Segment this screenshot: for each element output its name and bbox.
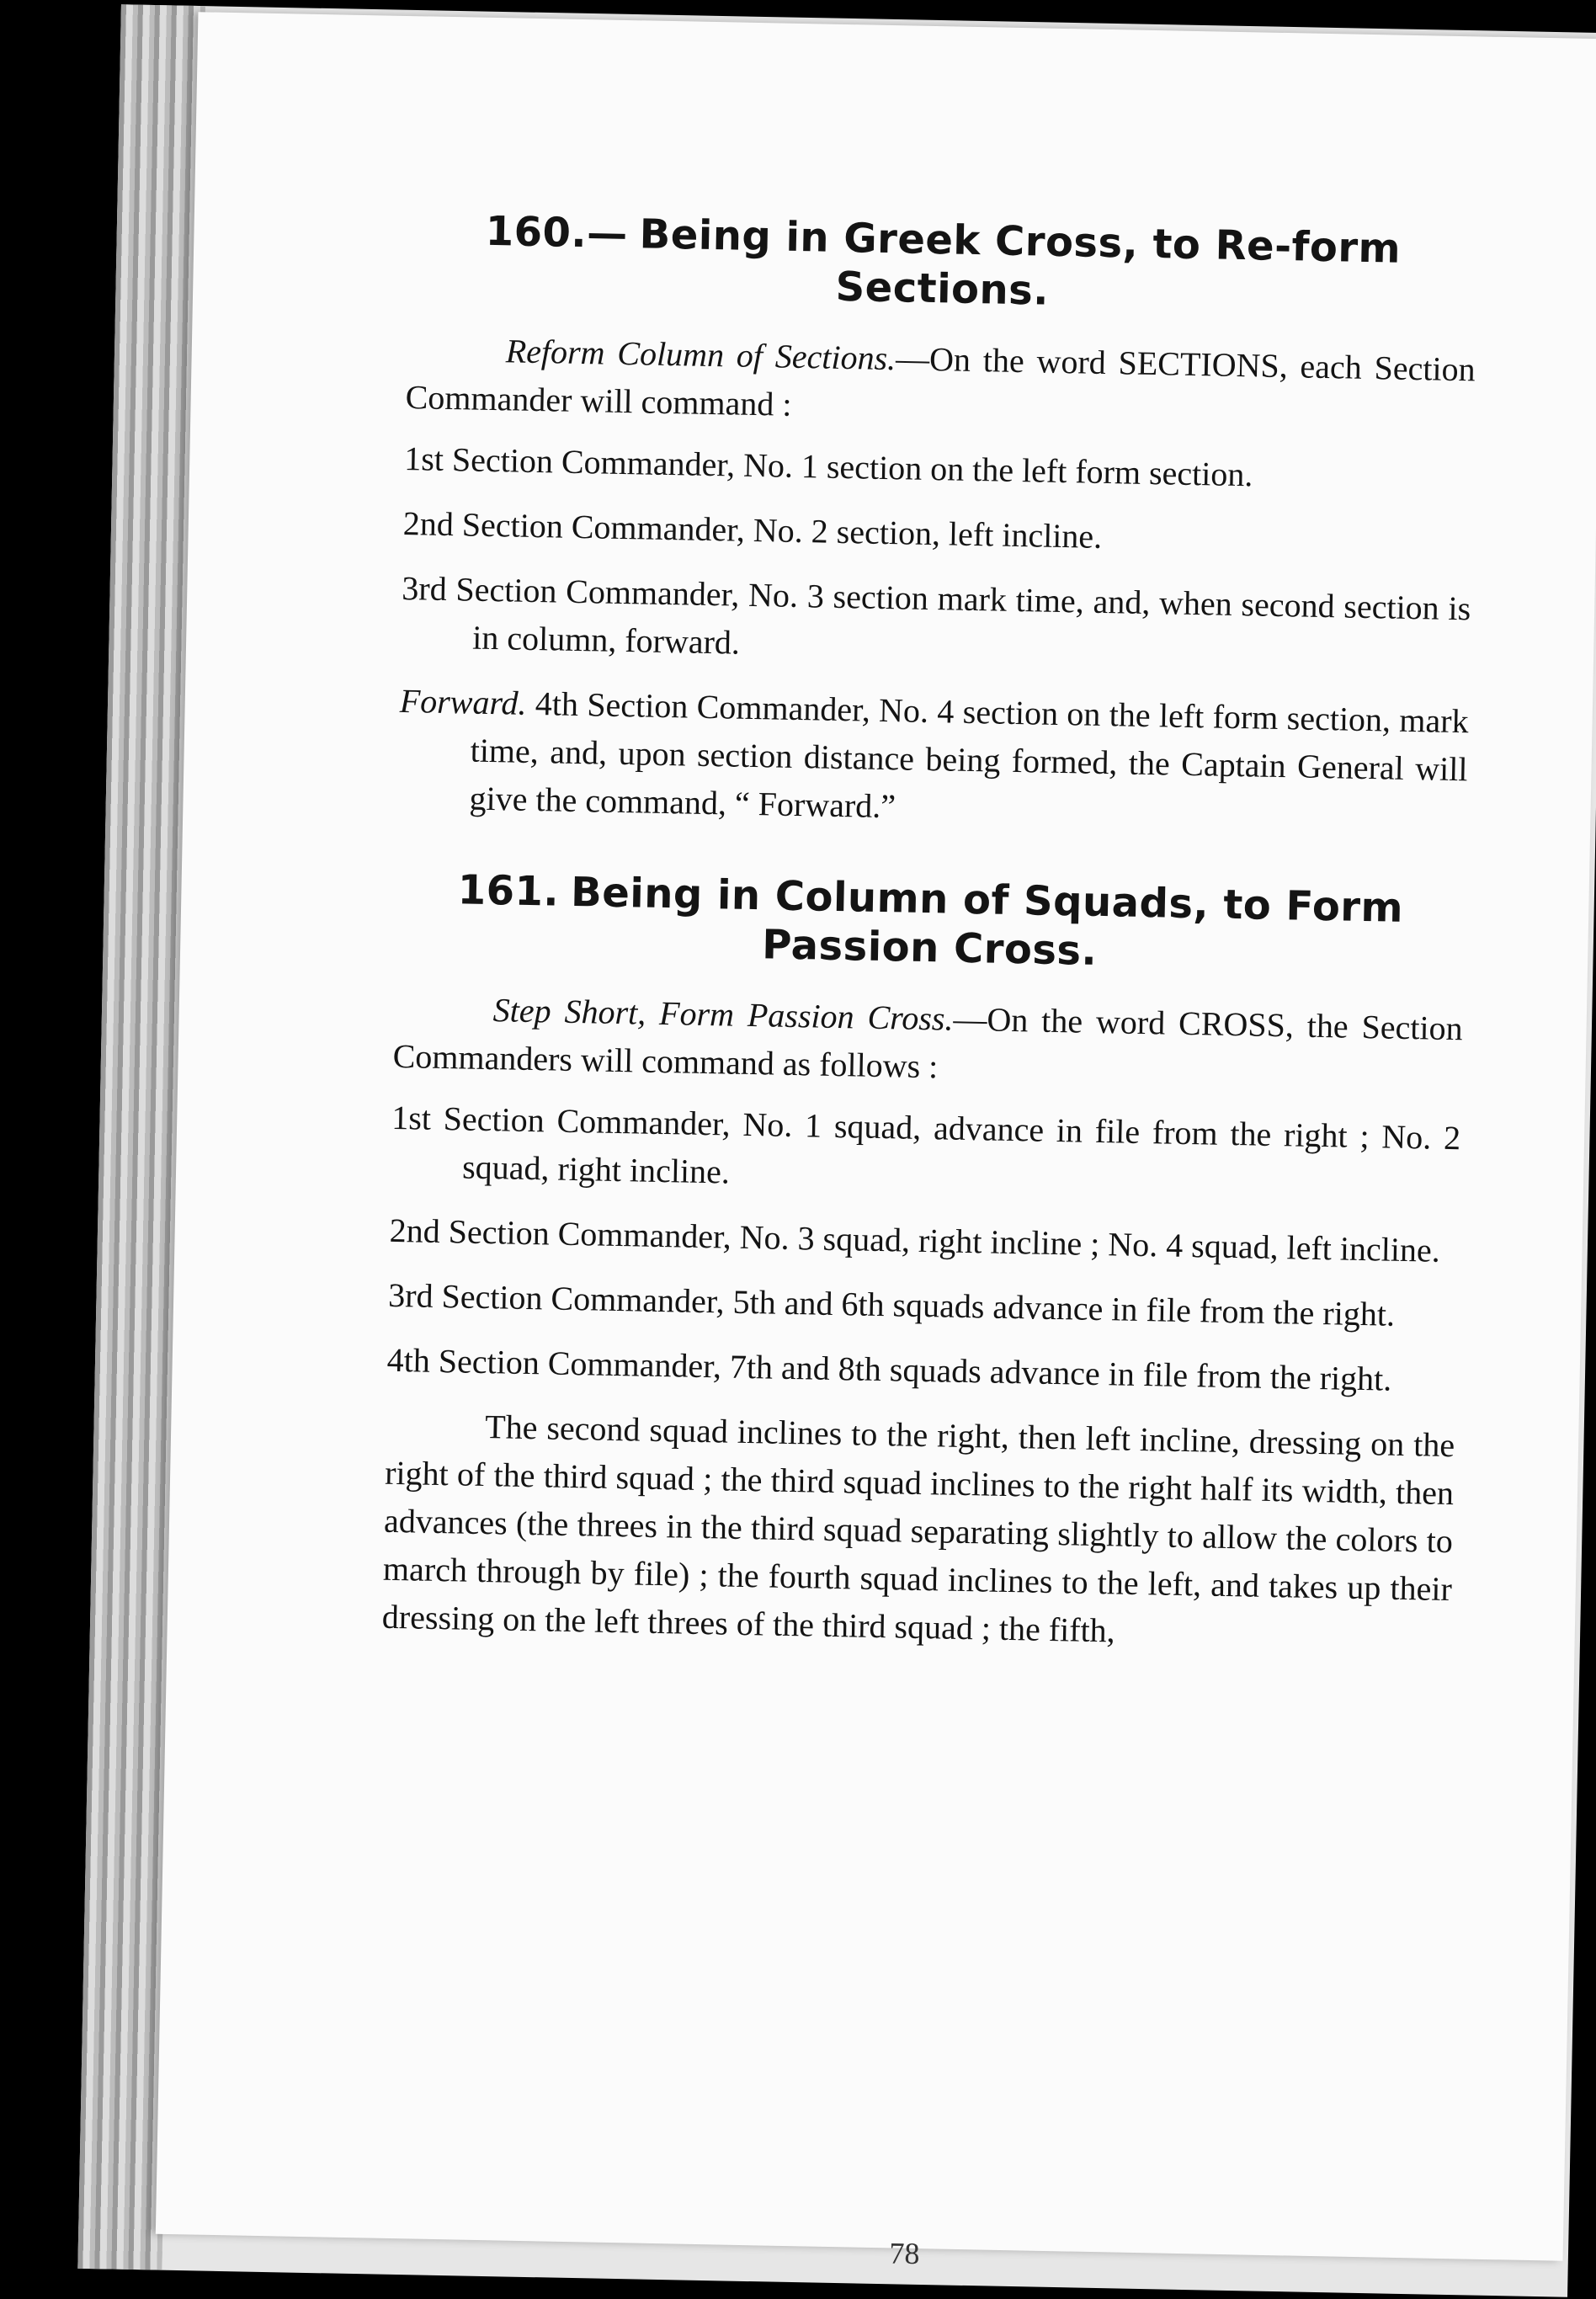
section-160-order-1: 1st Section Commander, No. 1 section on the left form section. [403,439,1253,494]
section-161-heading [395,865,1466,982]
section-160-order-2: 2nd Section Commander, No. 2 section, left incline. [402,503,1103,556]
section-161-intro [392,984,1463,1100]
section-160-intro [405,325,1476,441]
section-160 [397,205,1478,841]
section-161-closing: The second squad inclines to the right, then left incline, dressing on the right of the third squad ; the third squad inclines to the right half its width, then advances (the threes in the third squad separating slightly to allow the colors to march through by file) ; the fourth squad inclines to the left, and takes up their dressing on the left threes of the third squad ; the fifth, [381,1408,1455,1650]
section-161-order-4: 4th Section Commander, 7th and 8th squads advance in file from the right. [386,1340,1392,1398]
page-number: 78 [889,2236,920,2271]
section-160-forward-text: 4th Section Commander, No. 4 section on the left form section, mark time, and, upon section distance being formed, the Captain General will give the command, “ Forward.” [469,684,1470,826]
section-160-number: 160.— [485,207,629,258]
page-content [381,205,1478,2271]
section-160-heading [407,205,1478,323]
section-160-title: Being in Greek Cross, to Re-form Sections. [639,210,1402,315]
section-161-order-3: 3rd Section Commander, 5th and 6th squads advance in file from the right. [387,1275,1396,1333]
section-161-title: Being in Column of Squads, to Form Passion Cross. [570,868,1404,975]
section-161-number: 161. [457,866,560,916]
section-161-order-1: 1st Section Commander, No. 1 squad, advance in file from the right ; No. 2 squad, right incline. [391,1098,1461,1191]
section-160-forward-label: Forward. [399,681,528,722]
section-161-intro-text: —On the word CROSS, the Section Commanders will command as follows : [392,999,1464,1086]
section-160-order-4 [397,677,1469,841]
section-160-command: Reform Column of Sections. [505,332,896,378]
section-161-command: Step Short, Form Passion Cross. [492,991,954,1038]
section-160-intro-text: —On the word SECTIONS, each Section Commander will command : [405,339,1476,423]
section-161-order-2: 2nd Section Commander, No. 3 squad, right incline ; No. 4 squad, left incline. [389,1211,1441,1269]
section-161 [381,865,1465,1661]
book-page [156,12,1596,2271]
section-160-order-3: 3rd Section Commander, No. 3 section mark time, and, when second section is in column, forward. [401,568,1471,662]
